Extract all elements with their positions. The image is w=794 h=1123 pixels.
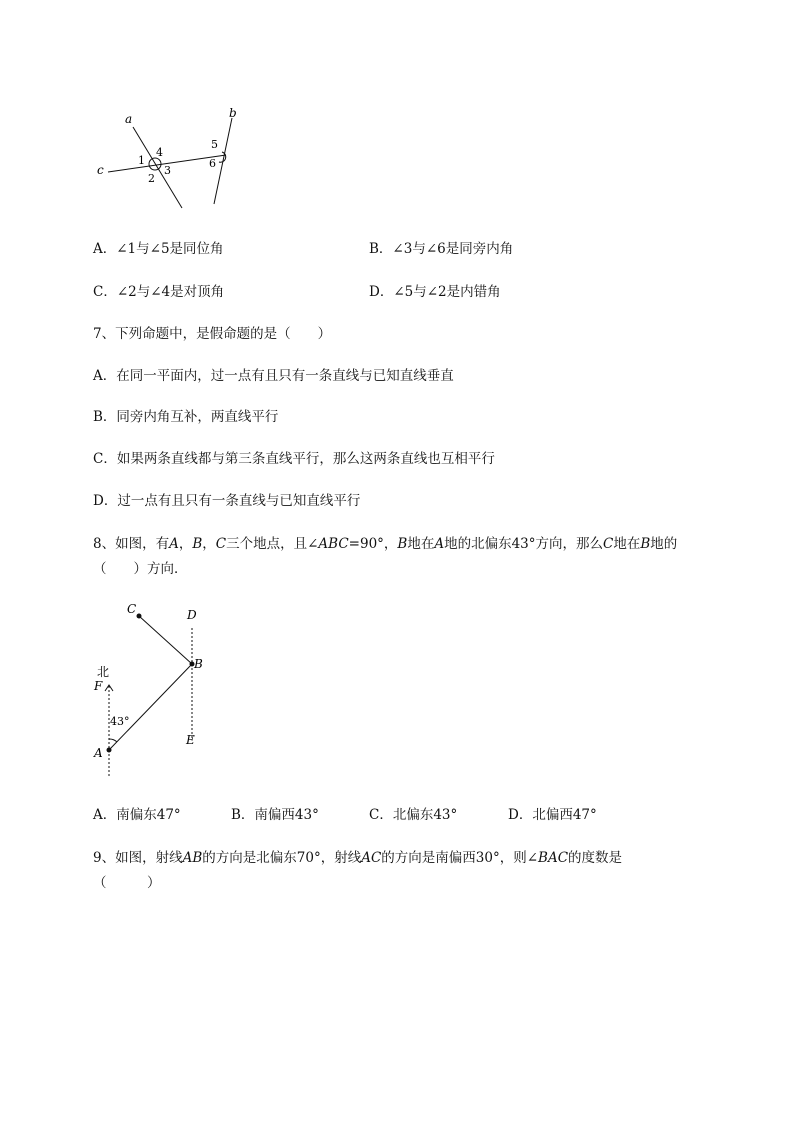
q7-option-d: D．过一点有且只有一条直线与已知直线平行 [93,493,361,509]
label-2: 2 [148,172,155,185]
label-a: a [125,112,133,126]
q6-option-d: D．∠5与∠2是内错角 [369,284,501,300]
q8-option-d: D．北偏西47° [508,807,597,823]
q9-stem-text: 的方向是南偏西30°，则∠ [381,850,539,866]
q8-stem-text: 三个地点，且∠ [226,536,319,552]
q7-option-c: C．如果两条直线都与第三条直线平行，那么这两条直线也互相平行 [93,451,495,467]
q9-angle-bac: BAC [538,850,569,866]
angle-arc-right [219,152,226,162]
q8-stem-text: 8、如图，有 [93,536,170,552]
q6-option-b: B．∠3与∠6是同旁内角 [369,241,514,257]
q9-stem [93,849,622,867]
q9-ray-ab: AB [182,850,203,866]
label-b: B [194,657,203,671]
segment-bc [139,616,192,664]
label-3: 3 [164,164,171,177]
figure-transversal-lines [90,100,250,215]
q9-ray-ac: AC [361,850,382,866]
label-d: D [187,608,197,622]
q9-stem-text: 的度数是 [568,850,623,866]
line-b [214,118,232,204]
label-c: c [97,163,104,177]
q8-point-b: B [192,536,203,552]
q8-stem [93,535,677,553]
q8-point-c: C [215,536,227,552]
q8-point-c: C [603,536,614,552]
angle-arc-43 [109,739,117,742]
q8-point-a: A [169,536,179,552]
q8-stem-text: 地在 [613,536,641,552]
q9-stem-line2: （ ） [93,875,161,891]
q8-option-c: C．北偏东43° [369,807,458,823]
q8-stem-text: =90°， [348,536,398,552]
q8-stem-text: 地的 [650,536,678,552]
q6-option-c: C．∠2与∠4是对顶角 [93,284,225,300]
q7-option-a: A．在同一平面内，过一点有且只有一条直线与已知直线垂直 [93,368,454,384]
label-f: F [94,679,103,693]
q8-stem-text: 地在 [407,536,435,552]
label-c: C [127,602,137,616]
label-e: E [186,733,195,747]
q8-option-b: B．南偏西43° [231,807,319,823]
q8-point-b: B [640,536,651,552]
q6-option-a: A．∠1与∠5是同位角 [93,241,224,257]
q8-stem-line2: （ ）方向． [93,561,188,577]
q8-point-b: B [397,536,408,552]
q8-sep: ， [202,536,216,552]
label-b: b [229,106,237,120]
label-5: 5 [211,138,218,151]
label-angle-43: 43° [110,715,130,728]
q7-stem: 7、下列命题中，是假命题的是（ ） [93,326,332,342]
segment-ab [109,664,192,750]
label-a: A [94,746,103,760]
figure-direction-diagram [88,598,218,783]
label-north: 北 [97,665,110,679]
label-1: 1 [138,154,145,167]
point-c-dot [137,614,142,619]
q8-angle-abc: ABC [318,536,349,552]
label-6: 6 [209,157,216,170]
q9-stem-text: 9、如图，射线 [93,850,183,866]
label-4: 4 [156,146,163,159]
q8-stem-text: 地的北偏东43°方向，那么 [444,536,604,552]
q8-sep: ， [178,536,193,552]
point-a-dot [107,748,112,753]
q7-option-b: B．同旁内角互补，两直线平行 [93,409,279,425]
q9-stem-text: 的方向是北偏东70°，射线 [202,850,362,866]
q8-option-a: A．南偏东47° [93,807,181,823]
q8-point-a: A [434,536,445,552]
